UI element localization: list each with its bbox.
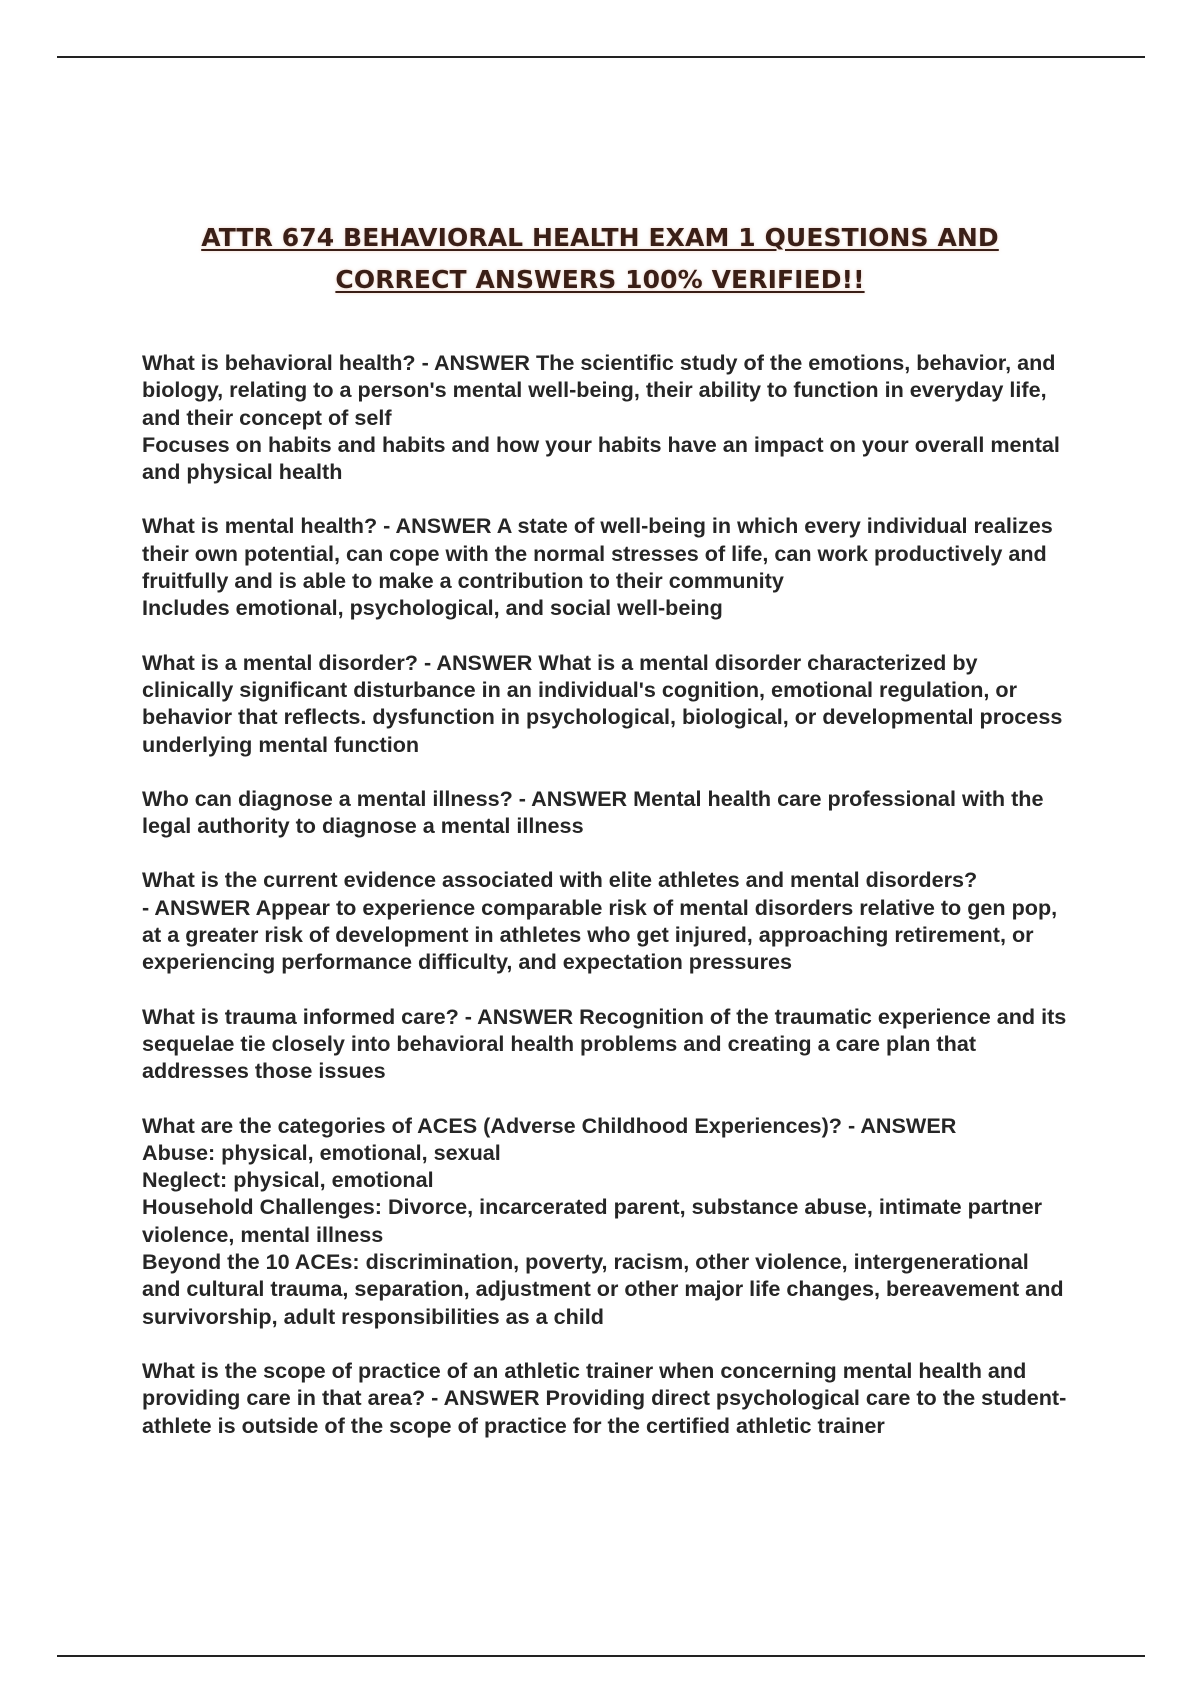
answer-text: Appear to experience comparable risk of mental disorders relative to gen pop, at a greater risk of development in athletes who get injured, approaching retirement, or experiencing performance difficulty, and expectation pressures xyxy=(142,894,1058,975)
qa-item xyxy=(142,785,1072,840)
answer-line: Focuses on habits and habits and how your habits have an impact on your overall mental and physical health xyxy=(142,431,1060,485)
answer-separator: - ANSWER xyxy=(458,1003,580,1029)
footer-rule xyxy=(57,1655,1145,1657)
qa-first-line xyxy=(142,1357,1072,1439)
question-text: What is mental health? xyxy=(142,513,378,539)
question-text: What is behavioral health? xyxy=(142,350,416,375)
question-text: What is trauma informed care? xyxy=(142,1003,459,1029)
answer-separator: - ANSWER xyxy=(841,1112,957,1138)
question-text: Who can diagnose a mental illness? xyxy=(142,785,513,811)
qa-list xyxy=(142,349,1072,1466)
answer-line: Neglect: physical, emotional xyxy=(142,1167,434,1193)
answer-separator: - ANSWER xyxy=(417,649,539,675)
question-text: What is a mental disorder? xyxy=(142,649,418,675)
answer-text: Providing direct psychological care to the student-athlete is outside of the scope of practice for the certified athletic trainer xyxy=(142,1385,1067,1438)
qa-first-line xyxy=(142,785,1072,840)
qa-item xyxy=(142,512,1072,621)
qa-item xyxy=(142,1357,1072,1439)
qa-first-line xyxy=(142,866,1072,975)
qa-item xyxy=(142,866,1072,975)
answer-separator: - ANSWER xyxy=(142,894,256,920)
qa-item xyxy=(142,1112,1072,1330)
qa-first-line xyxy=(142,1003,1072,1085)
question-text: What is the current evidence associated with elite athletes and mental disorders? xyxy=(142,867,978,893)
document-title xyxy=(0,217,1200,301)
qa-first-line xyxy=(142,349,1072,431)
answer-text: Mental health care professional with the legal authority to diagnose a mental illness xyxy=(142,785,1044,839)
answer-line: Household Challenges: Divorce, incarcerated parent, substance abuse, intimate partner violence, mental illness xyxy=(142,1194,1042,1247)
answer-text: A state of well-being in which every individual realizes their own potential, can cope with the normal stresses of life, can work productively and fruitfully and is able to make a contribution to their community xyxy=(142,513,1053,594)
answer-line: Beyond the 10 ACEs: discrimination, poverty, racism, other violence, intergenerational and cultural trauma, separation, adjustment or other major life changes, bereavement and survivorship, adult responsibilities as a child xyxy=(142,1249,1064,1329)
title-line-1: ATTR 674 BEHAVIORAL HEALTH EXAM 1 QUESTIONS AND xyxy=(201,223,999,252)
header-rule xyxy=(57,56,1145,58)
qa-first-line xyxy=(142,649,1072,758)
qa-item xyxy=(142,1003,1072,1085)
question-text: What is the scope of practice of an athletic trainer when concerning mental health and providing care in that area? xyxy=(142,1357,1027,1411)
answer-separator: - ANSWER xyxy=(415,350,536,375)
title-line-2: CORRECT ANSWERS 100% VERIFIED!! xyxy=(335,265,865,294)
answer-line: Includes emotional, psychological, and social well-being xyxy=(142,595,723,621)
qa-item xyxy=(142,649,1072,758)
answer-text: What is a mental disorder characterized by clinically significant disturbance in an individual's cognition, emotional regulation, or behavior that reflects. dysfunction in psychological, biological, or developmental process underlying mental function xyxy=(142,649,1063,757)
answer-line: Abuse: physical, emotional, sexual xyxy=(142,1139,501,1165)
question-text: What are the categories of ACES (Adverse Childhood Experiences)? xyxy=(142,1112,842,1138)
answer-text: The scientific study of the emotions, behavior, and biology, relating to a person's mental well-being, their ability to function in everyday life, and their concept of self xyxy=(142,350,1056,430)
answer-separator: - ANSWER xyxy=(377,513,497,539)
answer-separator: - ANSWER xyxy=(425,1385,546,1411)
qa-first-line xyxy=(142,512,1072,594)
qa-item xyxy=(142,349,1072,485)
answer-separator: - ANSWER xyxy=(512,785,634,811)
qa-first-line xyxy=(142,1112,1072,1139)
answer-text: Recognition of the traumatic experience and its sequelae tie closely into behavioral health problems and creating a care plan that addresses those issues xyxy=(142,1003,1067,1084)
